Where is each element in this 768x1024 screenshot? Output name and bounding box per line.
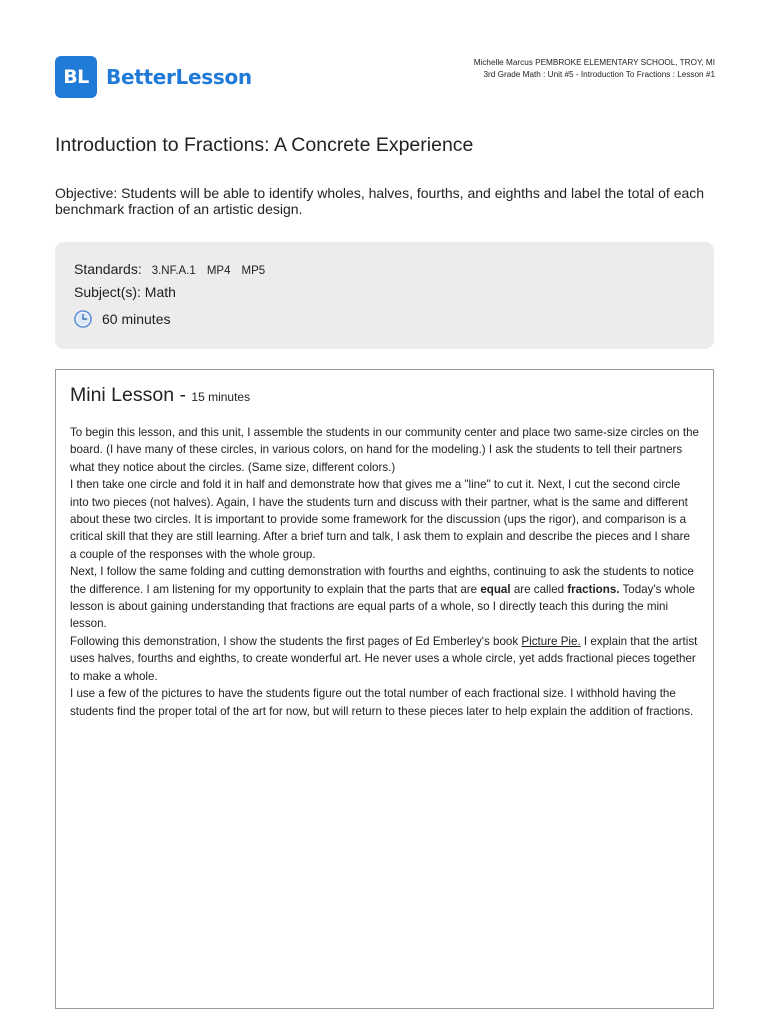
mini-lesson-section — [55, 369, 714, 1009]
text-run: Following this demonstration, I show the students the first pages of Ed Emberley's book — [70, 634, 522, 648]
clock-icon — [74, 310, 92, 328]
text-run: are called — [510, 582, 568, 596]
paragraph: I then take one circle and fold it in half and demonstrate how that gives me a "line" to cut it. Next, I cut the second circle into two pieces (not halves). Again, I have the students turn and discuss with their partner, what is the same and different about these two circles. It is important to provide some framework for the discussion (ups the rigor), and comparison is a critical skill that they are still learning. After a brief turn and talk, I ask them to explain and describe the pieces and I share a couple of the responses with the whole group. — [70, 478, 690, 561]
lesson-meta — [474, 57, 715, 81]
bold-term-fractions: fractions. — [567, 582, 620, 596]
betterlesson-logo[interactable] — [55, 56, 252, 98]
standard-code[interactable]: MP5 — [241, 265, 266, 277]
book-title-picture-pie: Picture Pie. — [521, 634, 581, 648]
paragraph: To begin this lesson, and this unit, I assemble the students in our community center and place two same-size circles on the board. (I have many of these circles, in various colors, on hand for the modeling.) I ask the students to tell their partners what they notice about the circles. (Same size, different colors.) — [70, 426, 699, 474]
breadcrumb: 3rd Grade Math : Unit #5 - Introduction To Fractions : Lesson #1 — [483, 70, 715, 79]
text-run: Next, I follow the same folding and cutting demonstration with fourths and eighths, continuing to ask the students to notice the difference. I am listening for my opportunity to explain that the parts that are — [70, 565, 694, 596]
section-body — [70, 424, 699, 720]
section-heading — [70, 384, 699, 408]
lesson-objective: Objective: Students will be able to identify wholes, halves, fourths, and eighths and label the total of each benchmark fraction of an artistic design. — [55, 185, 705, 217]
paragraph: I use a few of the pictures to have the students figure out the total number of each fractional size. I withhold having the students find the proper total of the art for now, but will return to these pieces later to help explain the addition of fractions. — [70, 687, 694, 718]
standard-code[interactable]: MP4 — [206, 265, 231, 277]
duration-text: 60 minutes — [102, 311, 171, 327]
paragraph — [70, 563, 699, 633]
logo-badge-icon: BL — [55, 56, 97, 98]
text-run: I explain that the artist uses halves, fourths and eighths, to create wonderful art. He never uses a whole circle, yet adds fractional pieces together to make a whole. — [70, 634, 698, 683]
logo-wordmark: BetterLesson — [106, 65, 252, 89]
page-header — [55, 56, 715, 102]
subjects-row: Subject(s): Math — [74, 284, 176, 300]
duration-row — [74, 310, 714, 328]
bold-term-equal: equal — [480, 582, 511, 596]
page-title: Introduction to Fractions: A Concrete Experience — [55, 134, 474, 156]
standards-row — [74, 261, 714, 284]
standards-panel — [55, 242, 714, 349]
paragraph — [70, 633, 699, 685]
text-run: Today's whole lesson is about gaining understanding that fractions are equal parts of a whole, so I directly teach this during the mini lesson. — [70, 582, 695, 631]
section-duration: 15 minutes — [191, 390, 251, 404]
author-school: Michelle Marcus PEMBROKE ELEMENTARY SCHOOL, TROY, MI — [473, 58, 715, 67]
section-title: Mini Lesson - — [70, 384, 192, 406]
standards-label: Standards: — [74, 261, 142, 277]
standard-code[interactable]: 3.NF.A.1 — [151, 265, 196, 277]
